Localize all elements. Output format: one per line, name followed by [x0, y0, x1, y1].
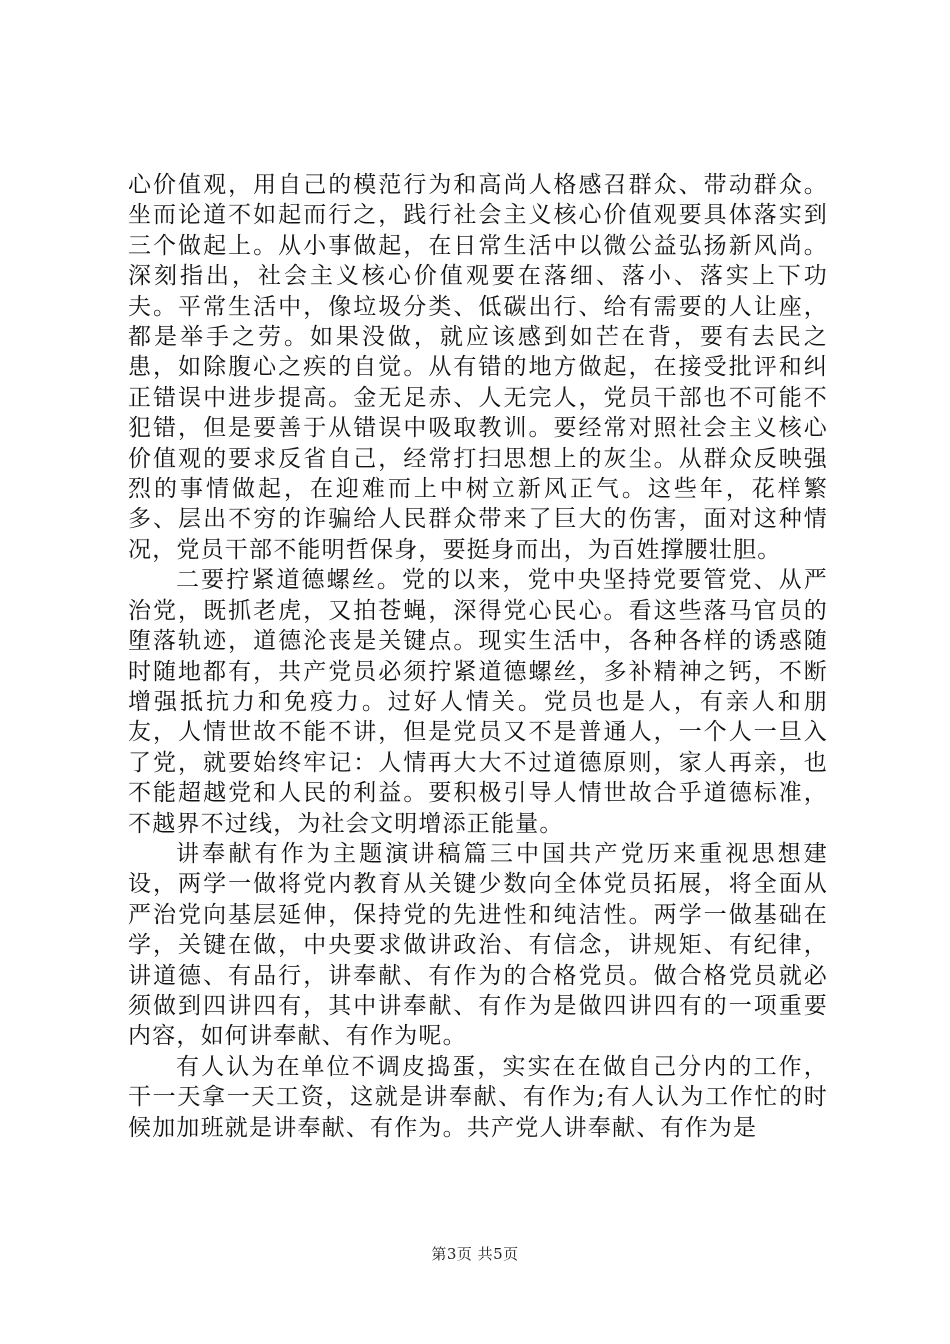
- page-number-footer: 第3页 共5页: [431, 1245, 519, 1263]
- document-body: [128, 170, 828, 1143]
- paragraph-3: 讲奉献有作为主题演讲稿篇三中国共产党历来重视思想建设，两学一做将党内教育从关键少数向全体党员拓展，将全面从严治党向基层延伸，保持党的先进性和纯洁性。两学一做基础在学，关键在做，中央要求做讲政治、有信念，讲规矩、有纪律，讲道德、有品行，讲奉献、有作为的合格党员。做合格党员就必须做到四讲四有，其中讲奉献、有作为是做四讲四有的一项重要内容，如何讲奉献、有作为呢。: [128, 840, 828, 1050]
- paragraph-1: 心价值观，用自己的模范行为和高尚人格感召群众、带动群众。坐而论道不如起而行之，践行社会主义核心价值观要具体落实到三个做起上。从小事做起，在日常生活中以微公益弘扬新风尚。深刻指出，社会主义核心价值观要在落细、落小、落实上下功夫。平常生活中，像垃圾分类、低碳出行、给有需要的人让座，都是举手之劳。如果没做，就应该感到如芒在背，要有去民之患，如除腹心之疾的自觉。从有错的地方做起，在接受批评和纠正错误中进步提高。金无足赤、人无完人，党员干部也不可能不犯错，但是要善于从错误中吸取教训。要经常对照社会主义核心价值观的要求反省自己，经常打扫思想上的灰尘。从群众反映强烈的事情做起，在迎难而上中树立新风正气。这些年，花样繁多、层出不穷的诈骗给人民群众带来了巨大的伤害，面对这种情况，党员干部不能明哲保身，要挺身而出，为百姓撑腰壮胆。: [128, 172, 828, 563]
- paragraph-2: 二要拧紧道德螺丝。党的以来，党中央坚持党要管党、从严治党，既抓老虎，又拍苍蝇，深得党心民心。看这些落马官员的堕落轨迹，道德沦丧是关键点。现实生活中，各种各样的诱惑随时随地都有，共产党员必须拧紧道德螺丝，多补精神之钙，不断增强抵抗力和免疫力。过好人情关。党员也是人，有亲人和朋友，人情世故不能不讲，但是党员又不是普通人，一个人一旦入了党，就要始终牢记：人情再大大不过道德原则，家人再亲，也不能超越党和人民的利益。要积极引导人情世故合乎道德标准，不越界不过线，为社会文明增添正能量。: [128, 567, 828, 837]
- paragraph-4: 有人认为在单位不调皮捣蛋，实实在在做自己分内的工作，干一天拿一天工资，这就是讲奉献、有作为;有人认为工作忙的时候加加班就是讲奉献、有作为。共产党人讲奉献、有作为是: [128, 1053, 828, 1141]
